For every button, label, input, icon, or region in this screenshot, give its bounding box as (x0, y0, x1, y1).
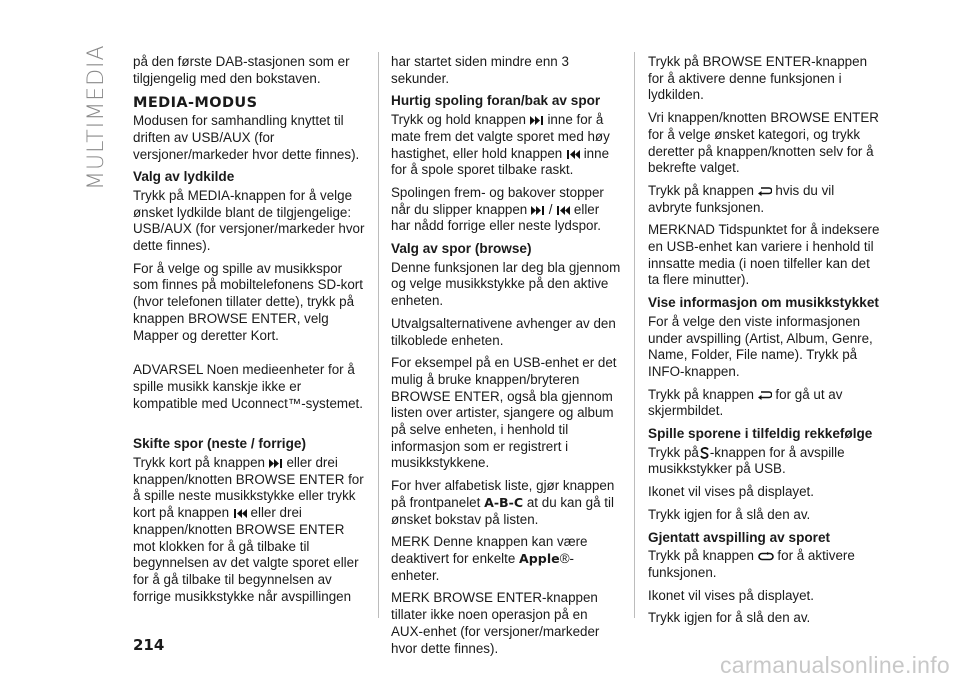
warning-paragraph: ADVARSEL Noen medieenheter for å spille musikk kanskje ikke er kompatible med Uconnect™-systemet. (133, 362, 363, 411)
heading-shuffle: Spille sporene i tilfeldig rekkefølge (648, 426, 873, 442)
next-track-icon (531, 206, 545, 215)
previous-track-icon (556, 206, 570, 215)
back-arrow-icon (758, 391, 772, 400)
paragraph: Trykk på MEDIA-knappen for å velge ønsket lydkilde blant de tilgjengelige: USB/AUX (for versjoner/markeder hvor dette finnes). (133, 187, 365, 254)
abc-key-label: A-B-C (484, 494, 524, 510)
paragraph: Trykk på -knappen for å avspille musikkstykker på USB. (648, 444, 845, 477)
shuffle-icon (699, 447, 710, 459)
paragraph: på den første DAB-stasjonen som er tilgjengelig med den bokstaven. (133, 54, 350, 86)
column-2 (391, 54, 621, 663)
column-divider (378, 52, 379, 618)
back-arrow-icon (758, 187, 772, 196)
paragraph: har startet siden mindre enn 3 sekunder. (391, 54, 569, 86)
paragraph: Trykk kort på knappen eller drei knappen/knotten BROWSE ENTER for å spille neste musikkstykke eller trykk kort på knappen eller drei knappen/knotten BROWSE ENTER mot klokken for å gå tilbake til begynnelsen av det valgte sporet eller for å gå tilbake til begynnelsen av forrige musikkstykke når avspillingen (133, 455, 364, 604)
paragraph: Ikonet vil vises på displayet. (648, 587, 814, 603)
next-track-icon (530, 116, 544, 125)
apple-label: Apple (519, 550, 560, 566)
paragraph: Vri knappen/knotten BROWSE ENTER for å velge ønsket kategori, og trykk deretter på knappen/knotten selv for å bekrefte valget. (648, 110, 879, 176)
paragraph: Trykk igjen for å slå den av. (648, 506, 811, 522)
repeat-icon (758, 552, 774, 561)
heading-source-select: Valg av lydkilde (133, 169, 235, 185)
heading-fast-forward: Hurtig spoling foran/bak av spor (391, 93, 601, 109)
paragraph: Trykk og hold knappen inne for å mate frem det valgte sporet med høy hastighet, eller hold knappen inne for å spole sporet tilbake raskt. (391, 112, 610, 178)
paragraph: Trykk på knappen for gå ut av skjermbildet. (648, 386, 843, 419)
column-3 (648, 54, 880, 633)
paragraph: Modusen for samhandling knyttet til driften av USB/AUX (for versjoner/markeder hvor dette finnes). (133, 113, 360, 162)
note-paragraph: MERK Denne knappen kan være deaktivert for enkelte Apple®-enheter. (391, 534, 588, 583)
note-paragraph: MERK BROWSE ENTER-knappen tillater ikke noen operasjon på en AUX-enhet (for versjoner/markeder hvor dette finnes). (391, 590, 600, 656)
note-paragraph: MERKNAD Tidspunktet for å indeksere en USB-enhet kan variere i henhold til innsatte media (i noen tilfeller kan det ta flere minutter). (648, 222, 880, 288)
paragraph: Trykk på BROWSE ENTER-knappen for å aktivere denne funksjonen i lydkilden. (648, 54, 868, 103)
heading-browse: Valg av spor (browse) (391, 241, 532, 257)
paragraph: For å velge og spille av musikkspor som finnes på mobiltelefonens SD-kort (hvor telefonen tillater dette), trykk på knappen BROWSE ENTER, velg Mapper og deretter Kort. (133, 260, 363, 343)
paragraph: Denne funksjonen lar deg bla gjennom og velge musikkstykke på den aktive enheten. (391, 259, 621, 309)
next-track-icon (269, 459, 283, 468)
previous-track-icon (233, 509, 247, 518)
paragraph: Trykk på knappen for å aktivere funksjonen. (648, 548, 855, 580)
paragraph: For eksempel på en USB-enhet er det mulig å bruke knappen/bryteren BROWSE ENTER, også bla gjennom listen over artister, sjangere og album på selve enheten, i henhold til informasjon som er registrert i musikkstykkene. (391, 355, 617, 471)
previous-track-icon (566, 150, 580, 159)
paragraph: For å velge den viste informasjonen under avspilling (Artist, Album, Genre, Name, Folder, File name). Trykk på INFO-knappen. (648, 313, 873, 379)
paragraph: Spolingen frem- og bakover stopper når du slipper knappen / eller har nådd forrige eller neste lydspor. (391, 184, 604, 234)
heading-media-mode: MEDIA-MODUS (133, 95, 258, 112)
paragraph: Trykk på knappen hvis du vil avbryte funksjonen. (648, 182, 835, 215)
paragraph: Utvalgsalternativene avhenger av den tilkoblede enheten. (391, 315, 616, 348)
heading-repeat: Gjentatt avspilling av sporet (648, 529, 831, 545)
heading-track-info: Vise informasjon om musikkstykket (648, 295, 879, 311)
paragraph: For hver alfabetisk liste, gjør knappen på frontpanelet A-B-C at du kan gå til ønsket bokstav på listen. (391, 478, 615, 527)
paragraph: Trykk igjen for å slå den av. (648, 610, 811, 626)
heading-skip-track: Skifte spor (neste / forrige) (133, 436, 306, 452)
paragraph: Ikonet vil vises på displayet. (648, 484, 814, 500)
watermark: carmanualsonline.info (719, 652, 950, 678)
page-number: 214 (133, 636, 165, 654)
column-1 (133, 54, 365, 611)
column-divider (634, 52, 635, 618)
